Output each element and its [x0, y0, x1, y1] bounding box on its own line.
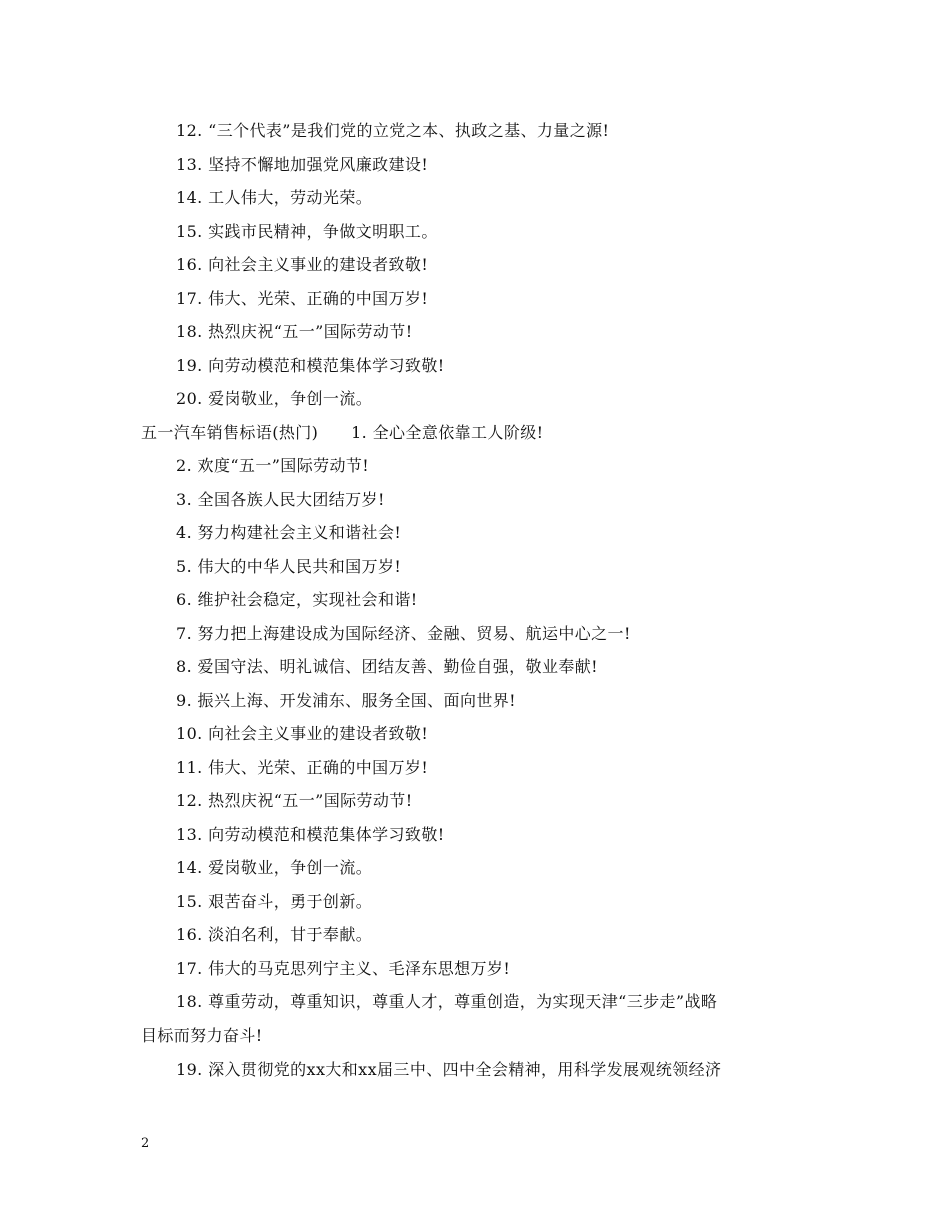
list-item: 14. 爱岗敬业，争创一流。	[176, 858, 373, 877]
list-item: 2. 欢度“五一”国际劳动节!	[176, 456, 370, 475]
list-item: 3. 全国各族人民大团结万岁!	[176, 490, 385, 509]
list-item-continuation: 目标而努力奋斗!	[141, 1026, 263, 1045]
list-item: 9. 振兴上海、开发浦东、服务全国、面向世界!	[176, 691, 516, 710]
list-item: 12. 热烈庆祝“五一”国际劳动节!	[176, 791, 413, 810]
list-item: 17. 伟大的马克思列宁主义、毛泽东思想万岁!	[176, 959, 511, 978]
list-item: 13. 坚持不懈地加强党风廉政建设!	[176, 155, 429, 174]
list-item: 15. 实践市民精神，争做文明职工。	[176, 222, 438, 241]
list-item: 16. 淡泊名利，甘于奉献。	[176, 925, 373, 944]
list-item: 7. 努力把上海建设成为国际经济、金融、贸易、航运中心之一!	[176, 624, 631, 643]
section-heading: 五一汽车销售标语(热门) 1. 全心全意依靠工人阶级!	[141, 423, 544, 442]
list-item: 12. “三个代表”是我们党的立党之本、执政之基、力量之源!	[176, 121, 610, 140]
list-item: 19. 深入贯彻党的xx大和xx届三中、四中全会精神，用科学发展观统领经济	[176, 1060, 722, 1079]
list-item: 13. 向劳动模范和模范集体学习致敬!	[176, 825, 445, 844]
list-item: 4. 努力构建社会主义和谐社会!	[176, 523, 402, 542]
list-item: 15. 艰苦奋斗，勇于创新。	[176, 892, 373, 911]
list-item: 18. 尊重劳动，尊重知识，尊重人才，尊重创造，为实现天津“三步走”战略	[176, 992, 718, 1011]
list-item: 11. 伟大、光荣、正确的中国万岁!	[176, 758, 429, 777]
list-item: 20. 爱岗敬业，争创一流。	[176, 389, 373, 408]
list-item: 8. 爱国守法、明礼诚信、团结友善、勤俭自强，敬业奉献!	[176, 657, 598, 676]
list-item: 17. 伟大、光荣、正确的中国万岁!	[176, 289, 429, 308]
list-item: 19. 向劳动模范和模范集体学习致敬!	[176, 356, 445, 375]
list-item: 5. 伟大的中华人民共和国万岁!	[176, 557, 402, 576]
list-item: 10. 向社会主义事业的建设者致敬!	[176, 724, 429, 743]
list-item: 16. 向社会主义事业的建设者致敬!	[176, 255, 429, 274]
list-item: 14. 工人伟大，劳动光荣。	[176, 188, 373, 207]
list-item: 18. 热烈庆祝“五一”国际劳动节!	[176, 322, 413, 341]
page-number: 2	[141, 1136, 150, 1151]
list-item: 6. 维护社会稳定，实现社会和谐!	[176, 590, 418, 609]
